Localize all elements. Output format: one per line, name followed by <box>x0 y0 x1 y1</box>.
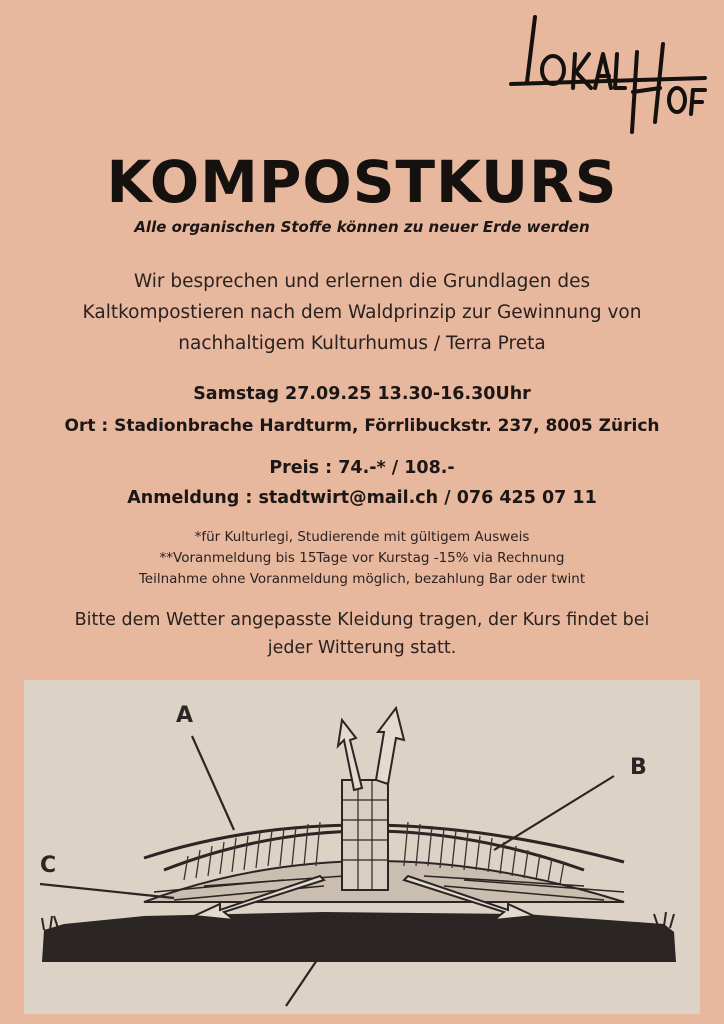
footnote-line: **Voranmeldung bis 15Tage vor Kurstag -15% via Rechnung <box>159 550 565 566</box>
intro-line: Kaltkompostieren nach dem Waldprinzip zur Gewinnung von <box>82 302 642 323</box>
event-place: Ort : Stadionbrache Hardturm, Förrlibuckstr. 237, 8005 Zürich <box>64 416 660 436</box>
page-title: KOMPOSTKURS <box>106 148 618 216</box>
footnotes <box>0 527 724 590</box>
footnote-line: *für Kulturlegi, Studierende mit gültigem Ausweis <box>194 529 530 545</box>
label-b: B <box>630 755 647 780</box>
event-price: Preis : 74.-* / 108.- <box>269 458 455 478</box>
weather-notice <box>30 606 694 662</box>
compost-heap-sketch <box>24 680 700 1014</box>
intro-line: nachhaltigem Kulturhumus / Terra Preta <box>178 333 546 354</box>
weather-line: Bitte dem Wetter angepasste Kleidung tragen, der Kurs findet bei <box>74 610 650 630</box>
compost-diagram-photo <box>24 680 700 1014</box>
label-c: C <box>40 853 57 878</box>
label-a: A <box>176 703 194 728</box>
intro-line: Wir besprechen und erlernen die Grundlagen des <box>133 271 591 292</box>
event-date: Samstag 27.09.25 13.30-16.30Uhr <box>193 384 531 404</box>
event-signup: Anmeldung : stadtwirt@mail.ch / 076 425 07 11 <box>127 488 597 508</box>
lokal-hof-logo <box>505 12 715 142</box>
subtitle: Alle organischen Stoffe können zu neuer Erde werden <box>134 218 590 236</box>
logo-graphic <box>505 12 715 142</box>
weather-line: jeder Witterung statt. <box>267 638 457 658</box>
intro-text <box>30 266 694 359</box>
footnote-line: Teilnahme ohne Voranmeldung möglich, bezahlung Bar oder twint <box>138 571 586 587</box>
